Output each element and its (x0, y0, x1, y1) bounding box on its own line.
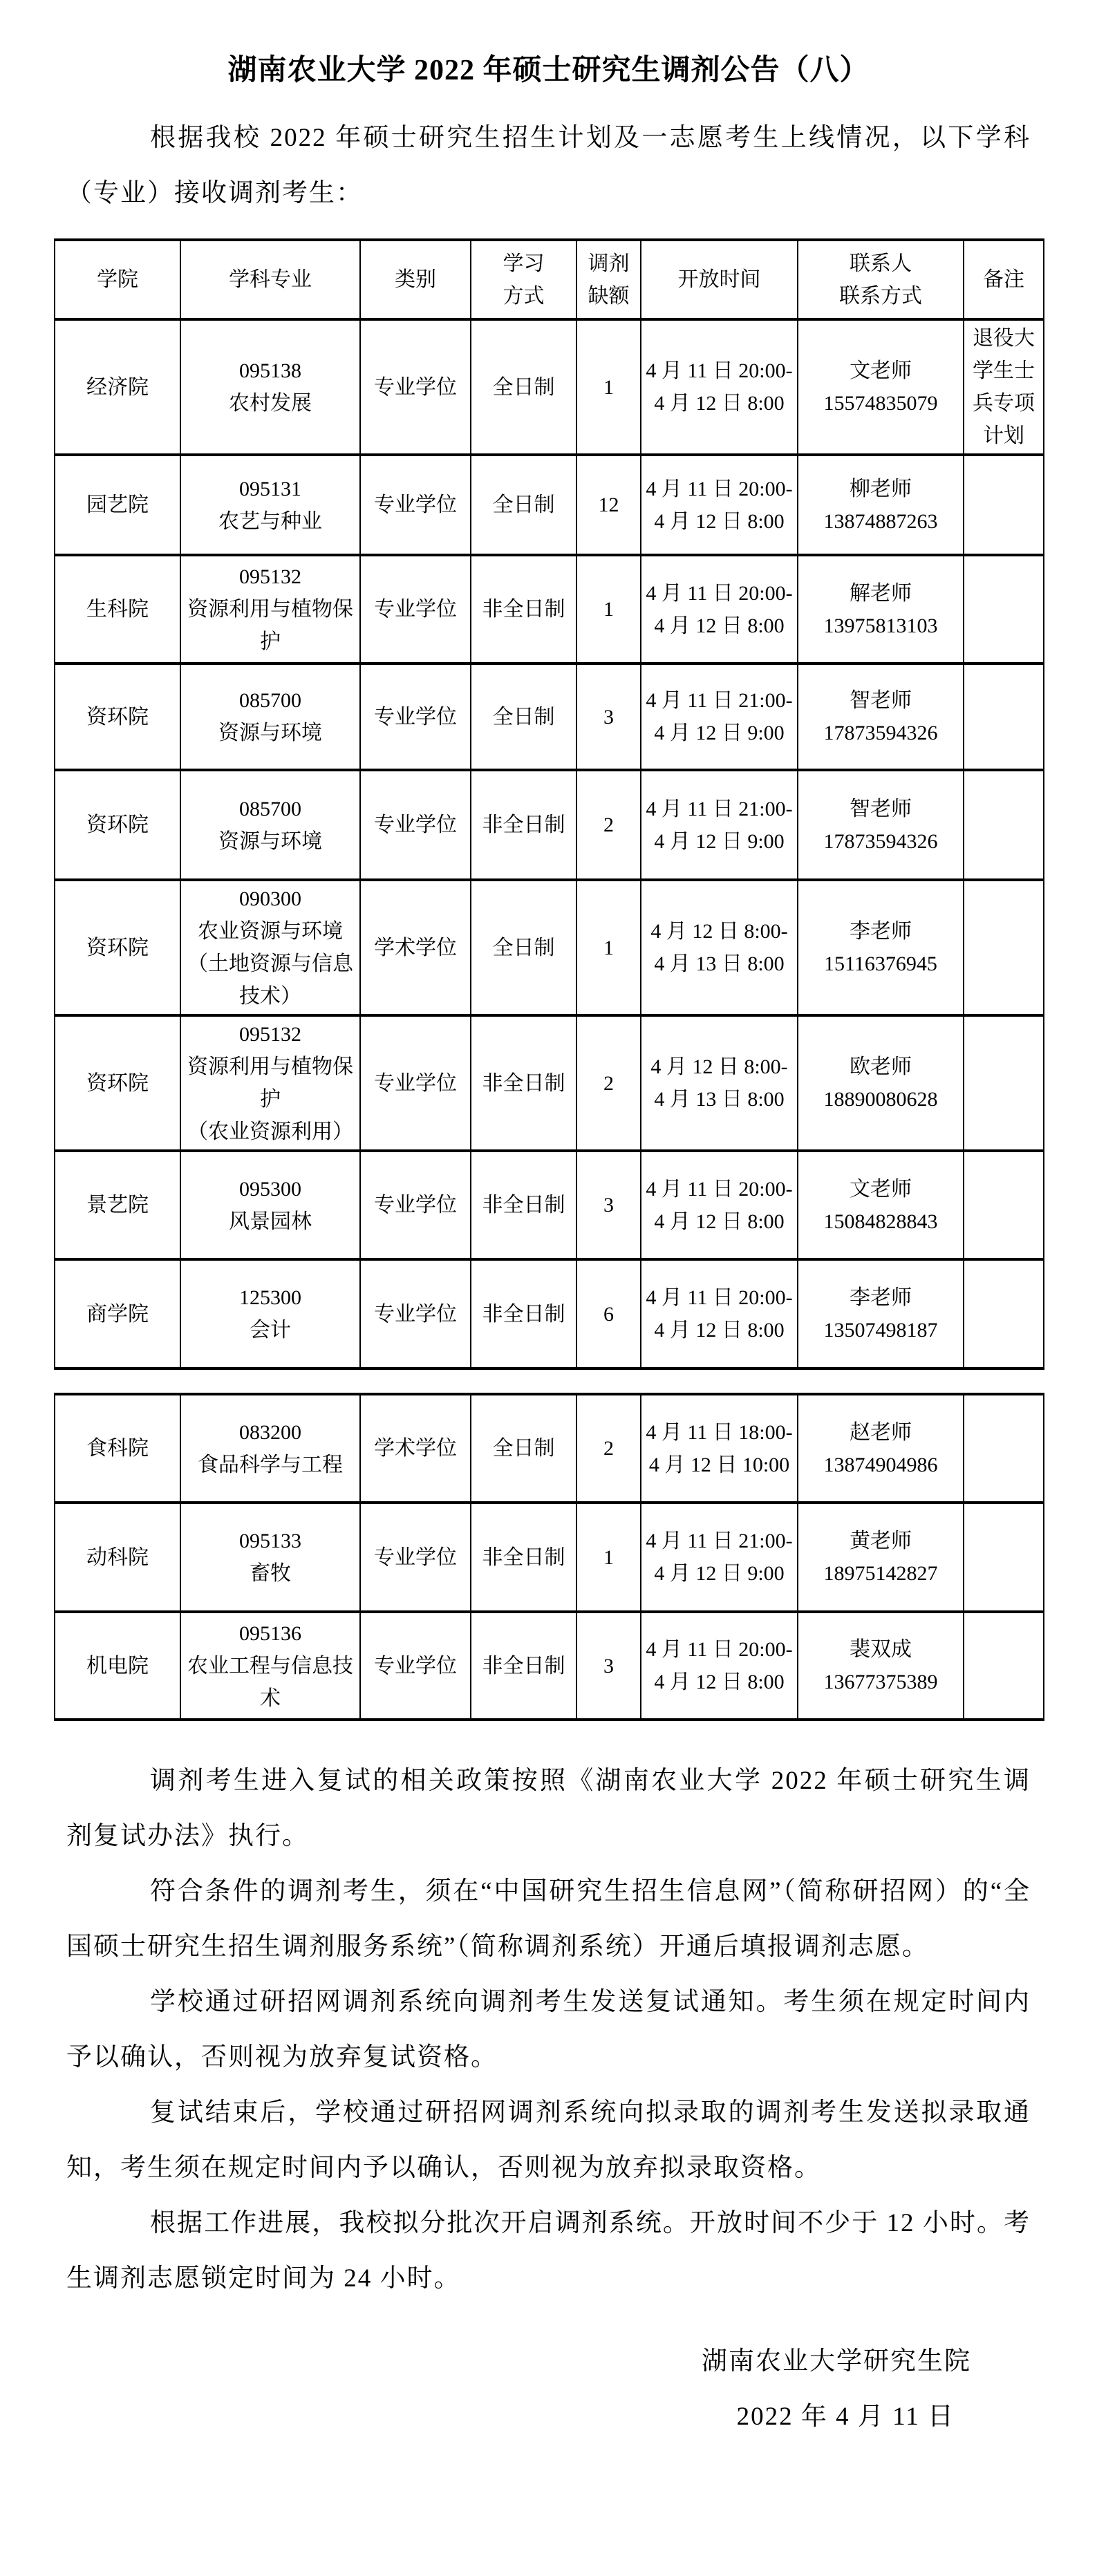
college-cell: 动科院 (55, 1503, 180, 1612)
table-row (55, 1612, 1044, 1720)
category-cell: 专业学位 (360, 319, 471, 455)
remark-cell (964, 664, 1044, 770)
mode-cell: 非全日制 (471, 1015, 576, 1151)
quota-cell: 3 (576, 664, 641, 770)
contact-cell: 解老师 13975813103 (798, 555, 964, 664)
major-cell: 095131 农艺与种业 (180, 455, 360, 555)
remark-cell: 退役大学生士兵专项计划 (964, 319, 1044, 455)
quota-cell: 3 (576, 1151, 641, 1259)
major-cell: 095132 资源利用与植物保护 （农业资源利用） (180, 1015, 360, 1151)
column-header: 开放时间 (641, 240, 798, 319)
major-cell: 095136 农业工程与信息技术 (180, 1612, 360, 1720)
remark-cell (964, 1503, 1044, 1612)
mode-cell: 全日制 (471, 319, 576, 455)
quota-cell: 3 (576, 1612, 641, 1720)
remark-cell (964, 1015, 1044, 1151)
contact-cell: 李老师 15116376945 (798, 880, 964, 1015)
column-header: 备注 (964, 240, 1044, 319)
transfer-table-secondary (54, 1393, 1044, 1721)
policy-paragraph: 调剂考生进入复试的相关政策按照《湖南农业大学 2022 年硕士研究生调剂复试办法》执行。 (66, 1767, 1031, 1850)
college-cell: 经济院 (55, 319, 180, 455)
major-cell: 095300 风景园林 (180, 1151, 360, 1259)
mode-cell: 非全日制 (471, 1612, 576, 1720)
time-cell: 4 月 11 日 21:00- 4 月 12 日 9:00 (641, 664, 798, 770)
category-cell: 学术学位 (360, 880, 471, 1015)
time-cell: 4 月 11 日 20:00- 4 月 12 日 8:00 (641, 319, 798, 455)
column-header: 联系人 联系方式 (798, 240, 964, 319)
time-cell: 4 月 12 日 8:00- 4 月 13 日 8:00 (641, 880, 798, 1015)
table-row (55, 1151, 1044, 1259)
college-cell: 景艺院 (55, 1151, 180, 1259)
contact-cell: 欧老师 18890080628 (798, 1015, 964, 1151)
major-cell: 083200 食品科学与工程 (180, 1394, 360, 1503)
mode-cell: 非全日制 (471, 770, 576, 880)
contact-cell: 黄老师 18975142827 (798, 1503, 964, 1612)
quota-cell: 1 (576, 880, 641, 1015)
table-row (55, 664, 1044, 770)
contact-cell: 赵老师 13874904986 (798, 1394, 964, 1503)
table-row (55, 319, 1044, 455)
table-row (55, 1394, 1044, 1503)
college-cell: 资环院 (55, 664, 180, 770)
college-cell: 园艺院 (55, 455, 180, 555)
category-cell: 学术学位 (360, 1394, 471, 1503)
page-title: 湖南农业大学 2022 年硕士研究生调剂公告（八） (227, 55, 870, 86)
mode-cell: 非全日制 (471, 1259, 576, 1369)
category-cell: 专业学位 (360, 1503, 471, 1612)
category-cell: 专业学位 (360, 664, 471, 770)
contact-cell: 李老师 13507498187 (798, 1259, 964, 1369)
remark-cell (964, 880, 1044, 1015)
table-row (55, 1503, 1044, 1612)
major-cell: 095132 资源利用与植物保护 (180, 555, 360, 664)
category-cell: 专业学位 (360, 455, 471, 555)
policy-paragraphs (66, 1754, 1031, 2306)
time-cell: 4 月 11 日 21:00- 4 月 12 日 9:00 (641, 770, 798, 880)
quota-cell: 6 (576, 1259, 641, 1369)
time-cell: 4 月 11 日 18:00- 4 月 12 日 10:00 (641, 1394, 798, 1503)
quota-cell: 1 (576, 555, 641, 664)
table-row (55, 1259, 1044, 1369)
time-cell: 4 月 11 日 20:00- 4 月 12 日 8:00 (641, 455, 798, 555)
mode-cell: 非全日制 (471, 1503, 576, 1612)
college-cell: 生科院 (55, 555, 180, 664)
college-cell: 商学院 (55, 1259, 180, 1369)
column-header: 调剂 缺额 (576, 240, 641, 319)
category-cell: 专业学位 (360, 1612, 471, 1720)
mode-cell: 非全日制 (471, 1151, 576, 1259)
intro-paragraph: 根据我校 2022 年硕士研究生招生计划及一志愿考生上线情况，以下学科（专业）接收调剂考生： (66, 124, 1031, 207)
column-header: 学习 方式 (471, 240, 576, 319)
remark-cell (964, 1612, 1044, 1720)
table-row (55, 770, 1044, 880)
contact-cell: 智老师 17873594326 (798, 664, 964, 770)
column-header: 学科专业 (180, 240, 360, 319)
category-cell: 专业学位 (360, 1015, 471, 1151)
time-cell: 4 月 11 日 20:00- 4 月 12 日 8:00 (641, 555, 798, 664)
quota-cell: 2 (576, 1394, 641, 1503)
remark-cell (964, 1259, 1044, 1369)
time-cell: 4 月 12 日 8:00- 4 月 13 日 8:00 (641, 1015, 798, 1151)
contact-cell: 文老师 15084828843 (798, 1151, 964, 1259)
contact-cell: 柳老师 13874887263 (798, 455, 964, 555)
table-row (55, 555, 1044, 664)
category-cell: 专业学位 (360, 555, 471, 664)
major-cell: 095138 农村发展 (180, 319, 360, 455)
contact-cell: 文老师 15574835079 (798, 319, 964, 455)
policy-paragraph: 学校通过研招网调剂系统向调剂考生发送复试通知。考生须在规定时间内予以确认，否则视为放弃复试资格。 (66, 1988, 1031, 2071)
quota-cell: 1 (576, 1503, 641, 1612)
remark-cell (964, 555, 1044, 664)
major-cell: 085700 资源与环境 (180, 664, 360, 770)
time-cell: 4 月 11 日 21:00- 4 月 12 日 9:00 (641, 1503, 798, 1612)
category-cell: 专业学位 (360, 770, 471, 880)
college-cell: 食科院 (55, 1394, 180, 1503)
column-header: 学院 (55, 240, 180, 319)
table-row (55, 455, 1044, 555)
quota-cell: 2 (576, 770, 641, 880)
contact-cell: 智老师 17873594326 (798, 770, 964, 880)
major-cell: 090300 农业资源与环境 （土地资源与信息技术） (180, 880, 360, 1015)
major-cell: 095133 畜牧 (180, 1503, 360, 1612)
mode-cell: 非全日制 (471, 555, 576, 664)
remark-cell (964, 1151, 1044, 1259)
table-row (55, 880, 1044, 1015)
time-cell: 4 月 11 日 20:00- 4 月 12 日 8:00 (641, 1151, 798, 1259)
column-header: 类别 (360, 240, 471, 319)
remark-cell (964, 770, 1044, 880)
signature-date: 2022 年 4 月 11 日 (736, 2403, 955, 2431)
mode-cell: 全日制 (471, 455, 576, 555)
college-cell: 资环院 (55, 770, 180, 880)
quota-cell: 2 (576, 1015, 641, 1151)
mode-cell: 全日制 (471, 1394, 576, 1503)
policy-paragraph: 复试结束后，学校通过研招网调剂系统向拟录取的调剂考生发送拟录取通知，考生须在规定时间内予以确认，否则视为放弃拟录取资格。 (66, 2098, 1031, 2182)
major-cell: 085700 资源与环境 (180, 770, 360, 880)
mode-cell: 全日制 (471, 664, 576, 770)
quota-cell: 12 (576, 455, 641, 555)
major-cell: 125300 会计 (180, 1259, 360, 1369)
signature: 湖南农业大学研究生院 (702, 2347, 971, 2376)
remark-cell (964, 1394, 1044, 1503)
quota-cell: 1 (576, 319, 641, 455)
header-row (55, 240, 1044, 319)
college-cell: 资环院 (55, 1015, 180, 1151)
mode-cell: 全日制 (471, 880, 576, 1015)
category-cell: 专业学位 (360, 1151, 471, 1259)
transfer-table-primary (54, 238, 1044, 1370)
remark-cell (964, 455, 1044, 555)
category-cell: 专业学位 (360, 1259, 471, 1369)
college-cell: 资环院 (55, 880, 180, 1015)
policy-paragraph: 符合条件的调剂考生，须在“中国研究生招生信息网”（简称研招网）的“全国硕士研究生招生调剂服务系统”（简称调剂系统）开通后填报调剂志愿。 (66, 1877, 1031, 1961)
time-cell: 4 月 11 日 20:00- 4 月 12 日 8:00 (641, 1612, 798, 1720)
contact-cell: 裴双成 13677375389 (798, 1612, 964, 1720)
time-cell: 4 月 11 日 20:00- 4 月 12 日 8:00 (641, 1259, 798, 1369)
policy-paragraph: 根据工作进展，我校拟分批次开启调剂系统。开放时间不少于 12 小时。考生调剂志愿锁定时间为 24 小时。 (66, 2209, 1031, 2293)
table-row (55, 1015, 1044, 1151)
college-cell: 机电院 (55, 1612, 180, 1720)
